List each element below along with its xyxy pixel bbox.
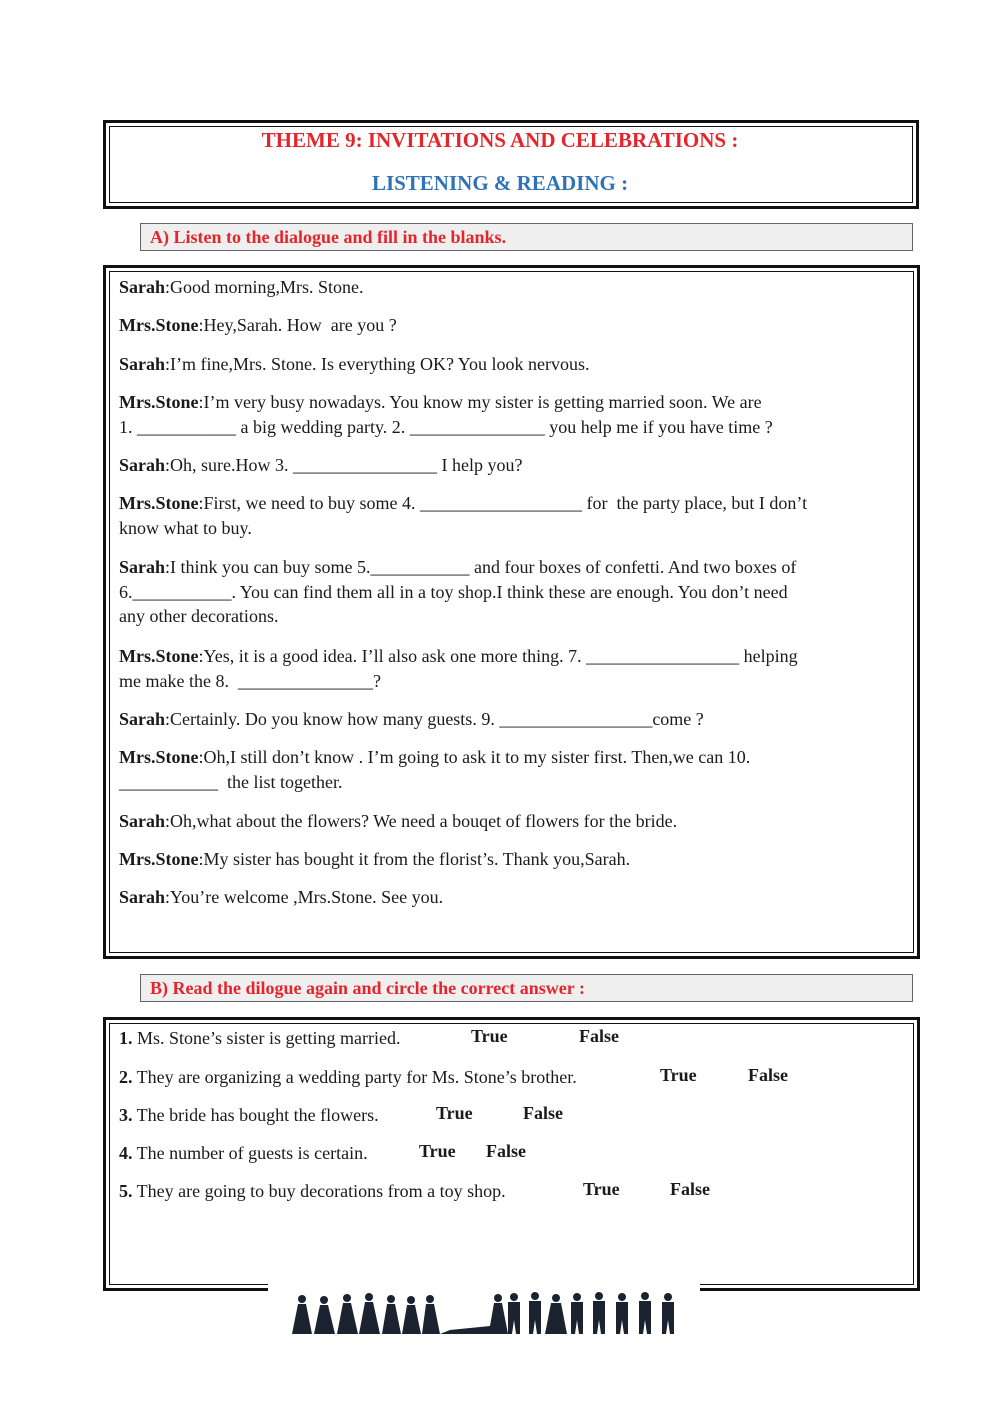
true-option[interactable]: True: [419, 1141, 456, 1161]
true-option[interactable]: True: [583, 1179, 620, 1199]
false-option[interactable]: False: [523, 1103, 563, 1123]
dialogue-line: Mrs.Stone:My sister has bought it from the florist’s. Thank you,Sarah.: [119, 849, 631, 869]
dialogue-line: Mrs.Stone:First, we need to buy some 4. __________________ for the party place, but I don’t: [119, 493, 808, 513]
dialogue-line: Sarah:Certainly. Do you know how many guests. 9. _________________come ?: [119, 709, 704, 729]
dialogue-line-cont: any other decorations.: [119, 606, 279, 626]
dialogue-line: Sarah:Oh,what about the flowers? We need a bouqet of flowers for the bride.: [119, 811, 678, 831]
false-option[interactable]: False: [748, 1065, 788, 1085]
dialogue-line-cont: ___________ the list together.: [119, 772, 343, 792]
dialogue-line: Mrs.Stone:Yes, it is a good idea. I’ll also ask one more thing. 7. _________________ helping: [119, 646, 798, 666]
dialogue-line: Sarah:You’re welcome ,Mrs.Stone. See you.: [119, 887, 444, 907]
statement-item: 3. The bride has bought the flowers.: [119, 1105, 379, 1125]
true-option[interactable]: True: [436, 1103, 473, 1123]
section-b-heading: B) Read the dilogue again and circle the correct answer :: [140, 974, 913, 1002]
statement-item: 5. They are going to buy decorations from a toy shop.: [119, 1181, 506, 1201]
dialogue-line-cont: me make the 8. _______________?: [119, 671, 381, 691]
theme-title: THEME 9: INVITATIONS AND CELEBRATIONS :: [261, 128, 739, 152]
true-option[interactable]: True: [660, 1065, 697, 1085]
false-option[interactable]: False: [579, 1026, 619, 1046]
section-subtitle: LISTENING & READING :: [371, 171, 629, 195]
dialogue-line: Sarah:I think you can buy some 5.___________ and four boxes of confetti. And two boxes of: [119, 557, 797, 577]
section-a-heading: A) Listen to the dialogue and fill in the blanks.: [140, 223, 913, 251]
dialogue-line: Sarah:Oh, sure.How 3. ________________ I help you?: [119, 455, 523, 475]
dialogue-line: Sarah:Good morning,Mrs. Stone.: [119, 277, 364, 297]
wedding-silhouettes-icon: [290, 1290, 690, 1338]
dialogue-line-cont: 6.___________. You can find them all in a toy shop.I think these are enough. You don’t need: [119, 582, 788, 602]
dialogue-line-cont: know what to buy.: [119, 518, 252, 538]
dialogue-line: Mrs.Stone:Oh,I still don’t know . I’m going to ask it to my sister first. Then,we can 10.: [119, 747, 751, 767]
true-option[interactable]: True: [471, 1026, 508, 1046]
dialogue-line-cont: 1. ___________ a big wedding party. 2. _______________ you help me if you have time ?: [119, 417, 773, 437]
dialogue-line: Mrs.Stone:I’m very busy nowadays. You know my sister is getting married soon. We are: [119, 392, 762, 412]
false-option[interactable]: False: [670, 1179, 710, 1199]
statement-item: 2. They are organizing a wedding party for Ms. Stone’s brother.: [119, 1067, 577, 1087]
statement-item: 1. Ms. Stone’s sister is getting married.: [119, 1028, 401, 1048]
dialogue-line: Mrs.Stone:Hey,Sarah. How are you ?: [119, 315, 397, 335]
statement-item: 4. The number of guests is certain.: [119, 1143, 368, 1163]
false-option[interactable]: False: [486, 1141, 526, 1161]
dialogue-line: Sarah:I’m fine,Mrs. Stone. Is everything OK? You look nervous.: [119, 354, 590, 374]
